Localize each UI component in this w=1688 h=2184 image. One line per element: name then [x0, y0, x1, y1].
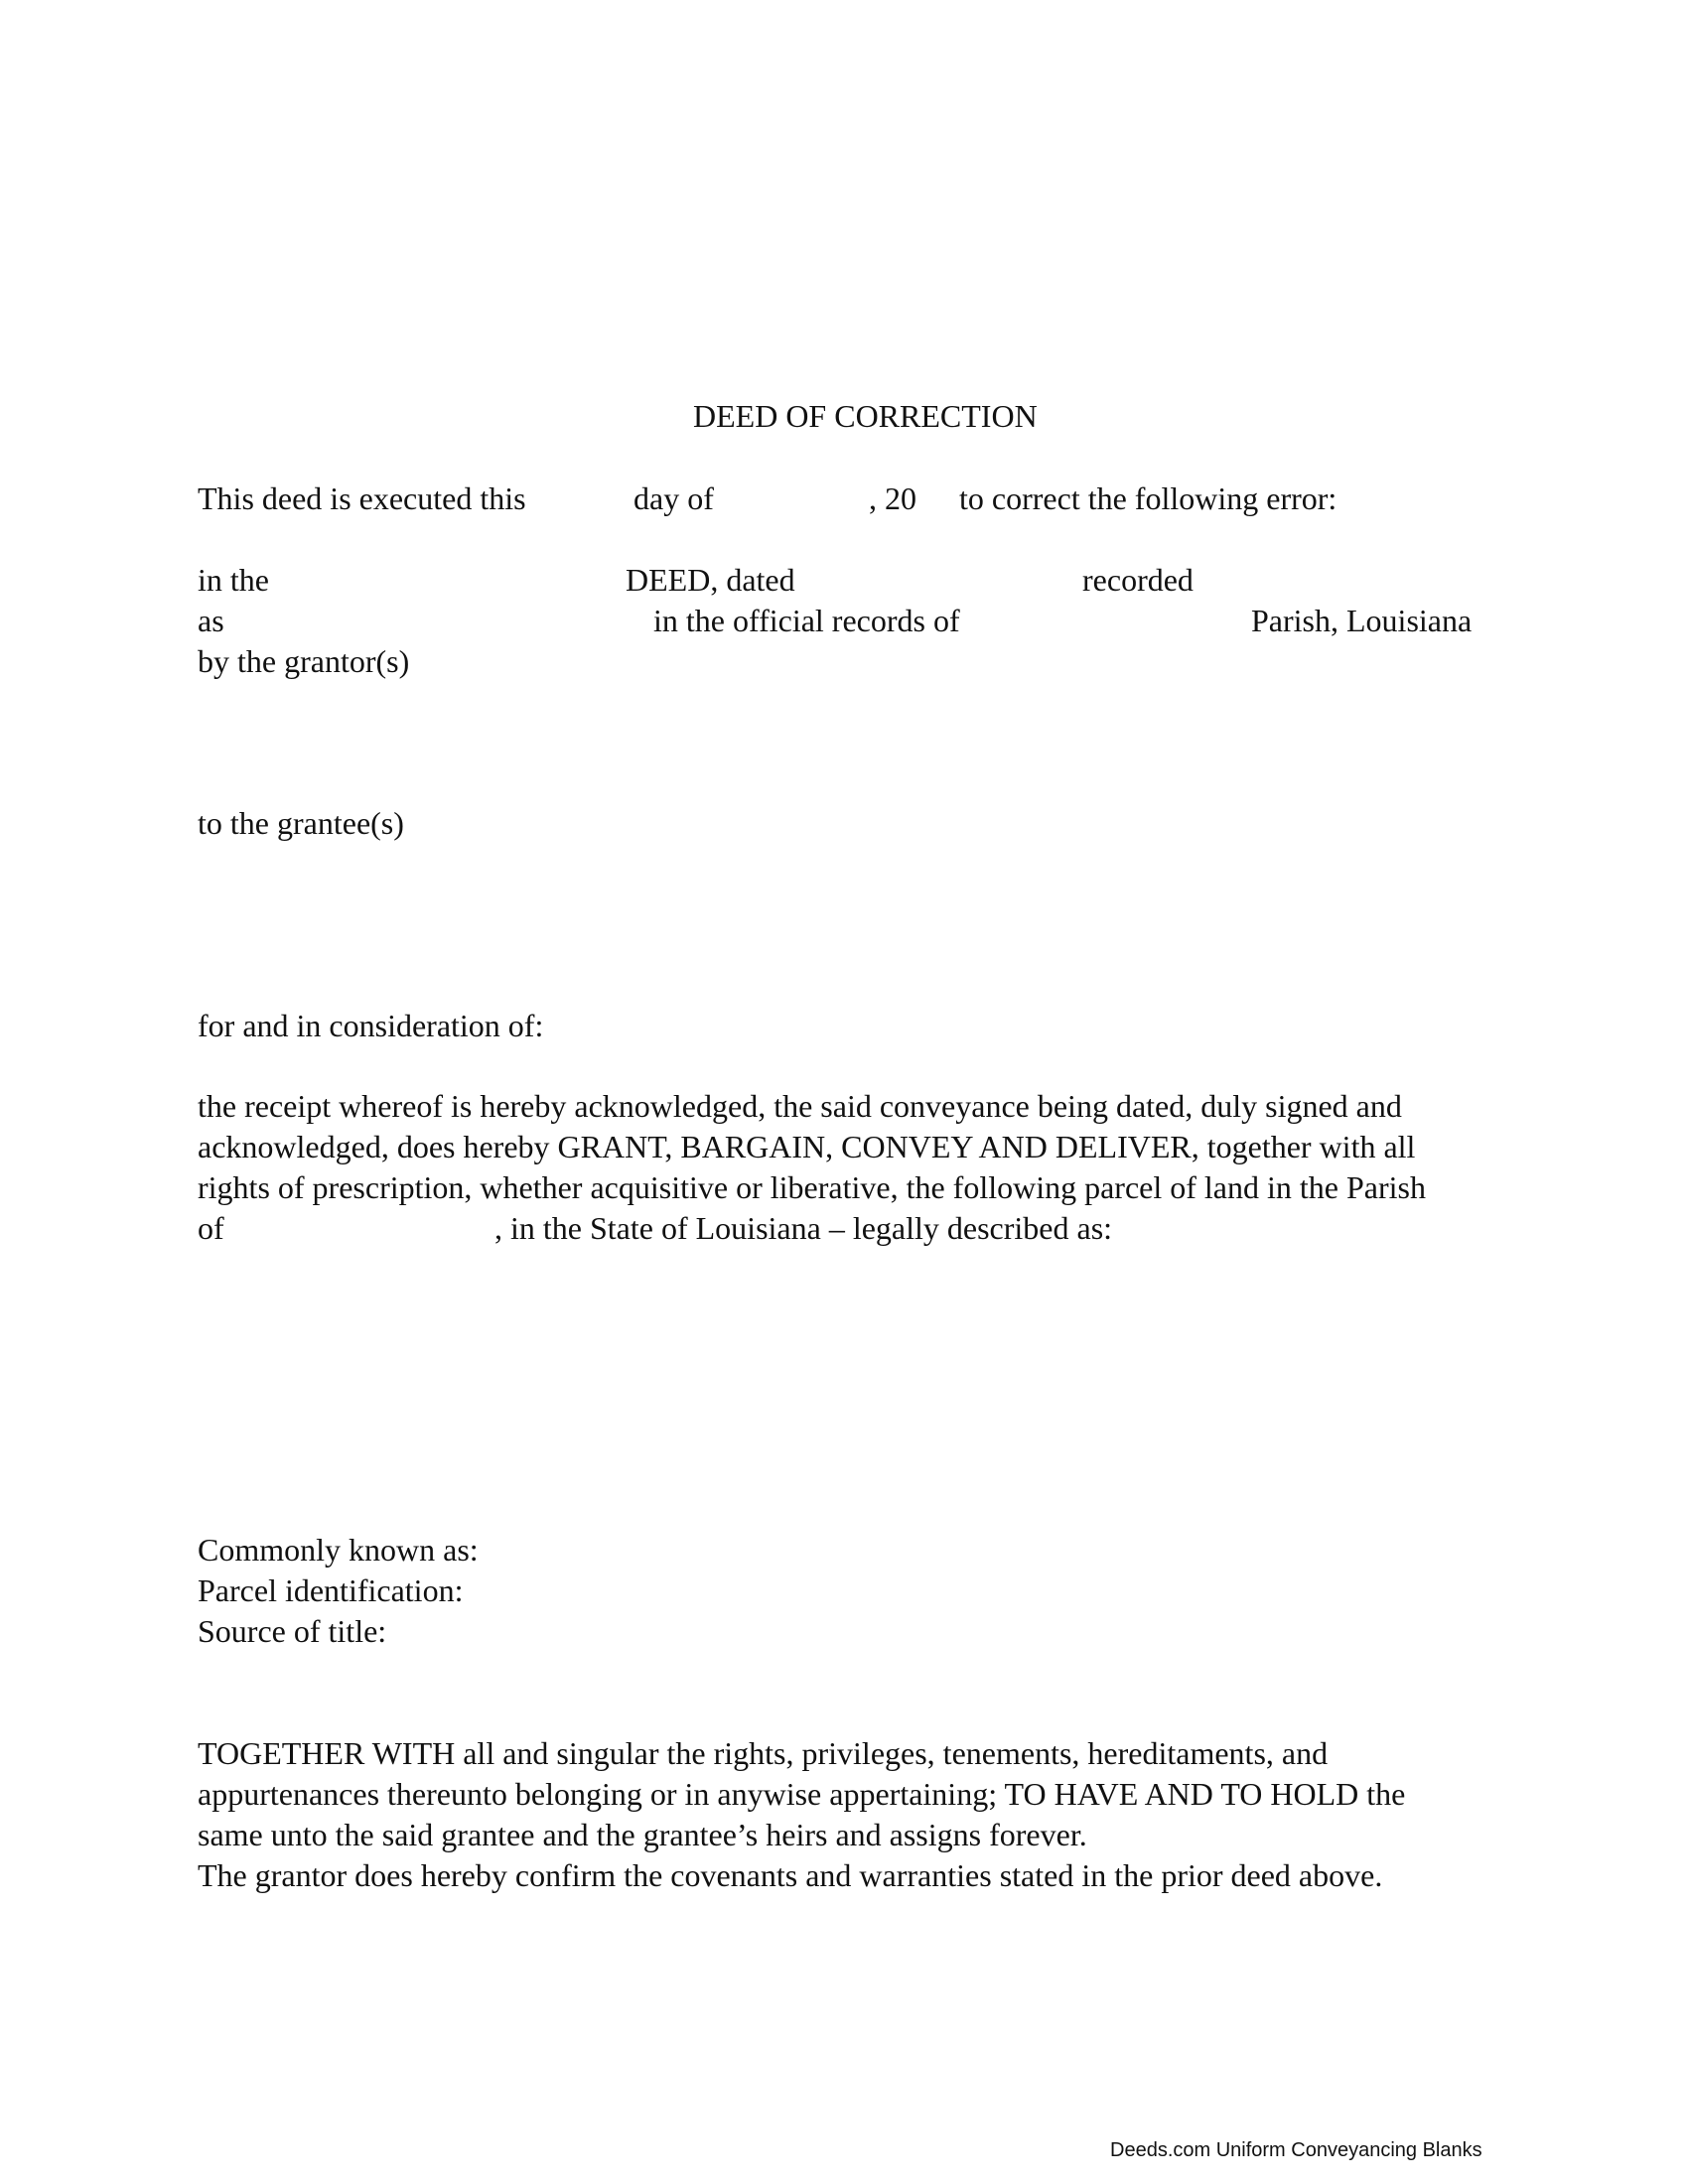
executed-text: This deed is executed this [198, 480, 526, 516]
in-the-text: in the [198, 562, 269, 598]
commonly-known-label: Commonly known as: [198, 1532, 479, 1568]
year-prefix-text: , 20 [869, 480, 916, 516]
official-records-text: in the official records of [653, 603, 960, 638]
correct-error-text: to correct the following error: [959, 480, 1337, 516]
source-title-label: Source of title: [198, 1613, 387, 1649]
receipt-line: the receipt whereof is hereby acknowledged, the said conveyance being dated, duly signed and [198, 1088, 1402, 1124]
together-line: appurtenances thereunto belonging or in anywise appertaining; TO HAVE AND TO HOLD the [198, 1776, 1406, 1812]
deed-dated-text: DEED, dated [626, 562, 795, 598]
by-grantor-text: by the grantor(s) [198, 643, 410, 679]
together-paragraph [198, 1733, 1508, 1896]
recorded-text: recorded [1082, 562, 1194, 598]
parish-state-text: Parish, Louisiana [1251, 603, 1473, 638]
receipt-paragraph [198, 1086, 1508, 1208]
together-line: The grantor does hereby confirm the covenants and warranties stated in the prior deed above. [198, 1857, 1383, 1893]
grantee-label: to the grantee(s) [198, 805, 404, 841]
together-line: same unto the said grantee and the grantee’s heirs and assigns forever. [198, 1817, 1087, 1852]
consideration-label: for and in consideration of: [198, 1008, 544, 1043]
receipt-line: acknowledged, does hereby GRANT, BARGAIN, CONVEY AND DELIVER, together with all [198, 1129, 1416, 1164]
parcel-id-label: Parcel identification: [198, 1572, 464, 1608]
parish-of-text: of [198, 1210, 224, 1246]
day-of-text: day of [633, 480, 714, 516]
document-title: DEED OF CORRECTION [693, 398, 1038, 434]
footer-text: Deeds.com Uniform Conveyancing Blanks [1110, 2139, 1482, 2161]
as-text: as [198, 603, 224, 638]
receipt-line: rights of prescription, whether acquisitive or liberative, the following parcel of land in the Parish [198, 1169, 1426, 1205]
state-description-text: , in the State of Louisiana – legally described as: [494, 1210, 1113, 1246]
together-line: TOGETHER WITH all and singular the rights, privileges, tenements, hereditaments, and [198, 1735, 1329, 1771]
